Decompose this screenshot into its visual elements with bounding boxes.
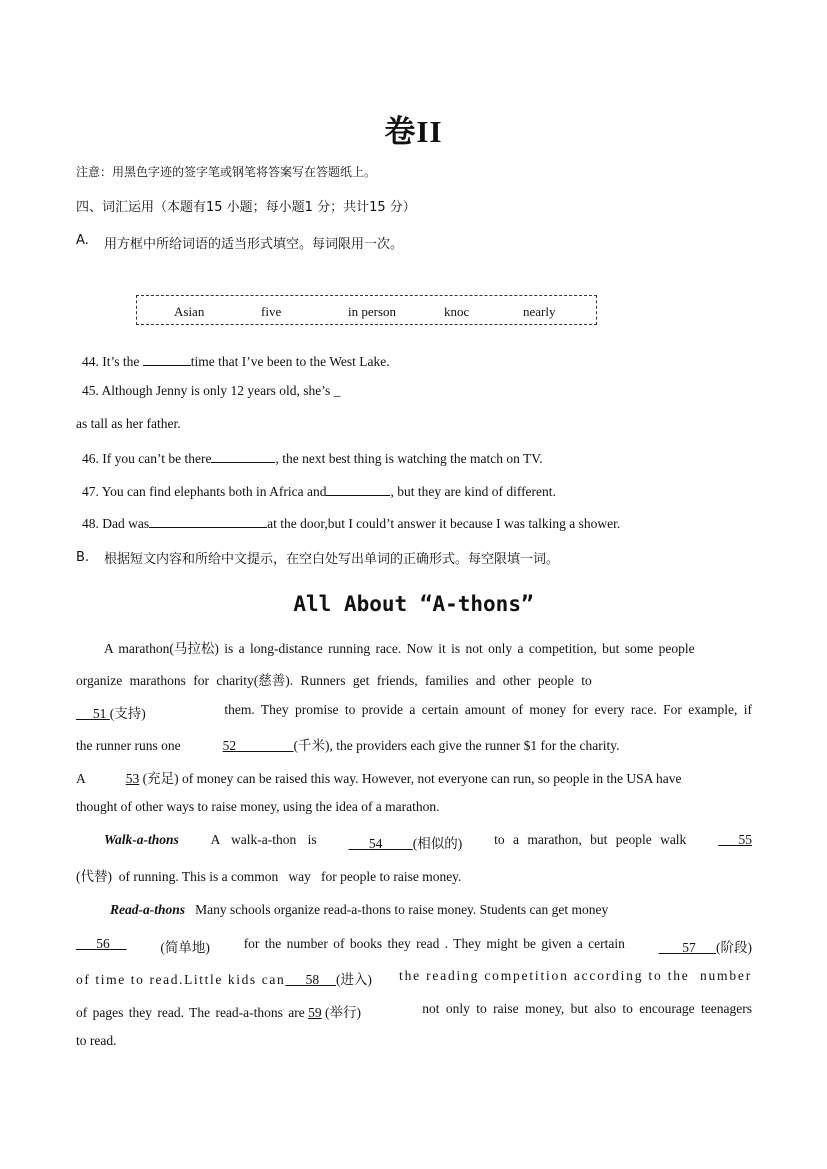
answer-blank[interactable] bbox=[211, 448, 275, 463]
part-a-label: A. bbox=[76, 233, 89, 248]
passage-text: of money can be raised this way. However, not everyone can run, so people in the USA have bbox=[182, 771, 682, 786]
section-heading: 四、词汇运用（本题有15 小题；每小题1 分；共计15 分） bbox=[76, 200, 416, 215]
hint-text: (充足) bbox=[142, 771, 179, 786]
hint-text: (进入) bbox=[335, 972, 372, 987]
passage-title: All About “A-thons” bbox=[293, 592, 534, 616]
passage-text: not only to raise money, but also to encourage teenagers bbox=[422, 1001, 752, 1016]
word-box-item: five bbox=[261, 304, 282, 319]
passage-text: A bbox=[76, 771, 86, 786]
answer-blank[interactable] bbox=[143, 351, 191, 366]
question-text: 48. Dad was bbox=[82, 516, 150, 531]
passage-text: of pages they read. The read-a-thons are bbox=[76, 1005, 305, 1020]
passage-line bbox=[104, 832, 752, 852]
page-title: 卷II bbox=[384, 114, 443, 149]
passage-line bbox=[76, 968, 752, 988]
question-text: , but they are kind of different. bbox=[390, 484, 556, 499]
part-b-label: B. bbox=[76, 550, 90, 565]
hint-text: (简单地) bbox=[160, 940, 210, 955]
passage-text: the reading competition according to the number bbox=[399, 968, 752, 983]
passage-line bbox=[76, 702, 752, 722]
question-text: 44. It’s the bbox=[82, 354, 143, 369]
question-text: 45. Although Jenny is only 12 years old, she’s bbox=[82, 383, 334, 398]
passage-line: thought of other ways to raise money, using the idea of a marathon. bbox=[76, 799, 440, 814]
hint-text: (代替) bbox=[76, 869, 112, 884]
passage-line bbox=[76, 734, 619, 754]
passage-text: the runner runs one bbox=[76, 738, 181, 753]
answer-blank[interactable] bbox=[326, 481, 390, 496]
word-box-item: nearly bbox=[523, 304, 556, 319]
answer-blank[interactable]: _ bbox=[333, 383, 341, 398]
paragraph-label: Read-a-thons bbox=[110, 902, 186, 917]
passage-line bbox=[76, 1001, 752, 1021]
passage-line: organize marathons for charity(慈善). Runners get friends, families and other people to bbox=[76, 673, 592, 688]
passage-text: them. They promise to provide a certain amount of money for every race. For example, if bbox=[224, 702, 752, 717]
question-44 bbox=[82, 351, 390, 370]
blank-53[interactable]: 53 bbox=[125, 771, 140, 786]
passage-text: A marathon(马拉松) is a long-distance running race. Now it is not only a competition, but some people bbox=[104, 641, 695, 656]
passage-text: (千米), the providers each give the runner $1 for the charity. bbox=[293, 738, 620, 753]
question-48 bbox=[82, 513, 620, 532]
paragraph-label: Walk-a-thons bbox=[104, 832, 179, 847]
blank-54[interactable]: 54 bbox=[368, 836, 383, 851]
passage-text: Many schools organize read-a-thons to raise money. Students can get money bbox=[195, 902, 609, 917]
passage-text: of time to read.Little kids can bbox=[76, 972, 286, 987]
blank-56[interactable]: 56 bbox=[96, 936, 110, 951]
passage-text: for the number of books they read . They might be given a certain bbox=[243, 936, 625, 951]
blank-57[interactable]: 57 bbox=[682, 940, 696, 955]
question-text: 46. If you can’t be there bbox=[82, 451, 212, 466]
part-b-instruction: 根据短文内容和所给中文提示，在空白处写出单词的正确形式。每空限填一词。 bbox=[104, 552, 560, 567]
word-box-item: Asian bbox=[174, 304, 205, 319]
passage-line bbox=[104, 637, 752, 657]
passage-line bbox=[110, 902, 608, 918]
question-47 bbox=[82, 481, 556, 500]
blank-58[interactable]: 58 bbox=[305, 972, 320, 987]
part-a-instruction: 用方框中所给词语的适当形式填空。每词限用一次。 bbox=[104, 237, 404, 252]
question-text: 47. You can find elephants both in Africa and bbox=[82, 484, 327, 499]
question-46 bbox=[82, 448, 543, 467]
passage-line bbox=[76, 767, 681, 787]
blank-59[interactable]: 59 bbox=[308, 1005, 322, 1020]
exam-note: 注意：用黑色字迹的签字笔或钢笔将答案写在答题纸上。 bbox=[76, 165, 377, 179]
answer-blank[interactable] bbox=[149, 513, 267, 528]
hint-text: (阶段) bbox=[715, 940, 752, 955]
hint-text: (支持) bbox=[109, 706, 146, 721]
question-45 bbox=[82, 383, 340, 399]
passage-line bbox=[76, 865, 461, 885]
blank-55[interactable]: 55 bbox=[738, 832, 752, 847]
word-box-item: in person bbox=[348, 304, 397, 319]
question-text: , the next best thing is watching the match on TV. bbox=[275, 451, 543, 466]
blank-52[interactable]: 52 bbox=[222, 738, 237, 753]
hint-text: (相似的) bbox=[412, 836, 463, 851]
question-45-continued: as tall as her father. bbox=[76, 416, 181, 431]
passage-line: to read. bbox=[76, 1033, 117, 1048]
question-text: time that I’ve been to the West Lake. bbox=[190, 354, 390, 369]
passage-text: to a marathon, but people walk bbox=[494, 832, 687, 847]
passage-text: A walk-a-thon is bbox=[210, 832, 317, 847]
hint-text: (举行) bbox=[325, 1005, 362, 1020]
word-box-item: knoc bbox=[444, 304, 470, 319]
blank-51[interactable]: 51 bbox=[92, 706, 107, 721]
passage-text: of running. This is a common way for people to raise money. bbox=[118, 869, 462, 884]
question-text: at the door,but I could’t answer it because I was talking a shower. bbox=[267, 516, 621, 531]
passage-line bbox=[76, 936, 752, 956]
word-box bbox=[136, 295, 597, 325]
